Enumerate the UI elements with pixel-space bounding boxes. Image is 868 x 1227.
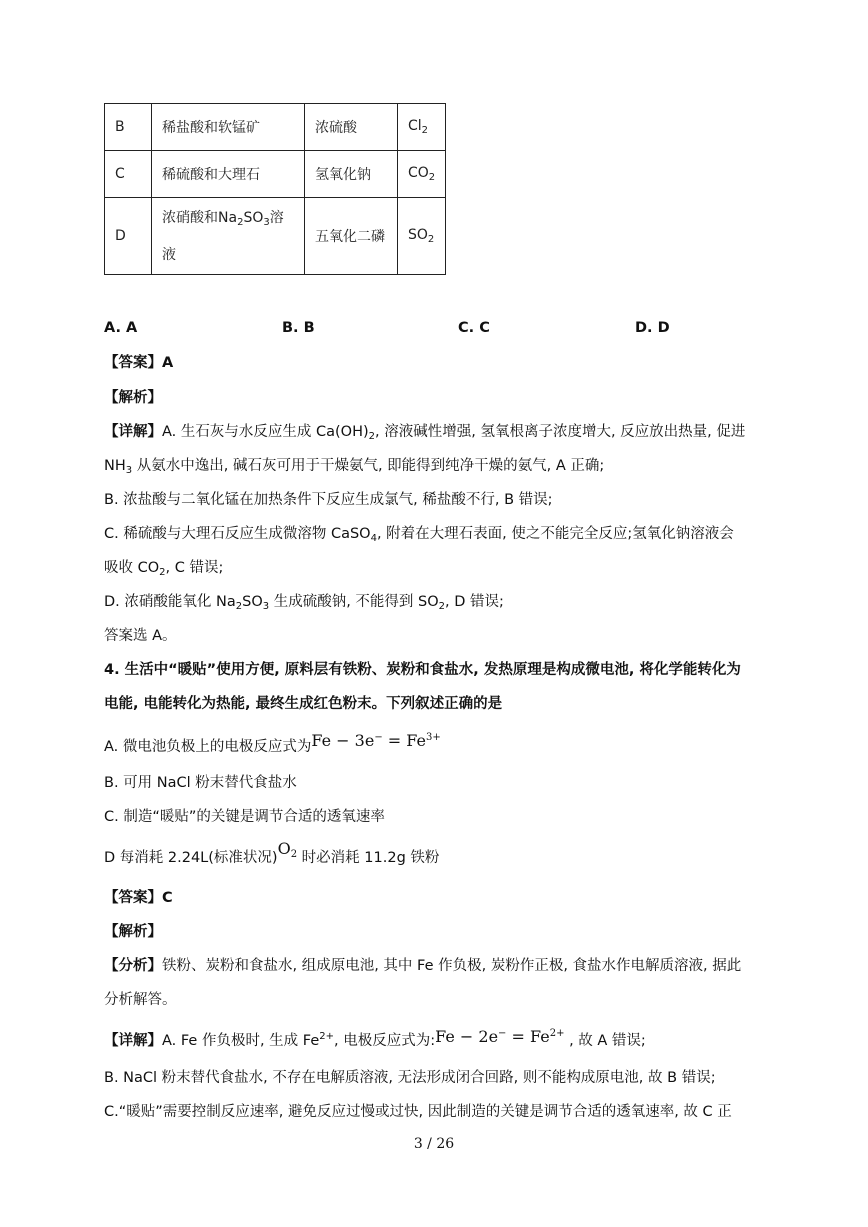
subscript: 2 xyxy=(438,601,446,612)
subscript: 2 xyxy=(368,431,376,442)
superscript: 2+ xyxy=(549,1028,565,1039)
q3-analysis-tag: 【解析】 xyxy=(104,390,162,406)
subscript: 2 xyxy=(235,601,243,612)
q4-option-a xyxy=(104,731,441,757)
choice-d: D. D xyxy=(635,320,670,336)
reagent-subscript: 3 xyxy=(263,216,270,228)
text-run: 从氨水中逸出, 碱石灰可用于干燥氨气, 即能得到纯净干燥的氨气, A 正确; xyxy=(132,458,605,474)
text-run: SO xyxy=(242,594,263,610)
reagent-formula: SO xyxy=(243,209,264,226)
eq-part: = Fe xyxy=(506,1027,550,1046)
q4-analysis-line2: 分析解答。 xyxy=(104,992,177,1008)
subscript: 2 xyxy=(159,567,166,578)
reagent-text: 浓硝酸和 xyxy=(162,209,218,226)
reagent-text: 溶 xyxy=(269,209,284,226)
q3-detail-a-line2 xyxy=(104,456,604,476)
table-cell-dryer: 浓硫酸 xyxy=(305,104,398,151)
q3-choices xyxy=(104,318,764,338)
equation xyxy=(435,1027,564,1046)
equation xyxy=(311,731,440,750)
text-run: , C 错误; xyxy=(165,560,224,576)
eq-part: Fe − 3e xyxy=(311,731,375,750)
text-run: C. 稀硫酸与大理石反应生成微溶物 CaSO xyxy=(104,526,371,542)
options-table xyxy=(104,103,446,275)
page-number: 3 / 26 xyxy=(413,1136,455,1152)
table-cell-dryer: 氢氧化钠 xyxy=(305,151,398,198)
gas-subscript: 2 xyxy=(428,172,436,183)
q3-detail-c-line2 xyxy=(104,558,223,578)
subscript: 3 xyxy=(125,465,133,476)
q3-answer xyxy=(104,353,173,373)
gas-formula: Cl xyxy=(408,118,422,134)
eq-part: = Fe xyxy=(382,731,426,750)
detail-tag: 【详解】 xyxy=(104,1033,162,1049)
q3-conclusion: 答案选 A。 xyxy=(104,628,177,644)
eq-part: O xyxy=(277,839,291,858)
q4-analysis-line1 xyxy=(104,956,741,976)
choice-c: C. C xyxy=(458,320,490,336)
superscript: − xyxy=(498,1028,507,1039)
q3-detail-b: B. 浓盐酸与二氧化锰在加热条件下反应生成氯气, 稀盐酸不行, B 错误; xyxy=(104,492,553,508)
q4-stem-line1: 4. 生活中“暖贴”使用方便, 原料层有铁粉、炭粉和食盐水, 发热原理是构成微电池, 将化学能转化为 xyxy=(104,662,741,678)
text-run: , 附着在大理石表面, 使之不能完全反应;氢氧化钠溶液会 xyxy=(376,526,734,542)
answer-tag: 【答案】 xyxy=(104,355,162,371)
q4-stem-line2: 电能, 电能转化为热能, 最终生成红色粉末。下列叙述正确的是 xyxy=(104,696,503,712)
o2-formula xyxy=(278,839,298,858)
text-run: 吸收 CO xyxy=(104,560,160,576)
table-row xyxy=(105,151,446,198)
superscript: 2+ xyxy=(319,1031,335,1042)
q4-option-d xyxy=(104,839,440,868)
table-cell-reagents xyxy=(152,198,305,275)
answer-value: C xyxy=(162,890,173,906)
table-cell-gas xyxy=(398,151,446,198)
table-cell-dryer: 五氧化二磷 xyxy=(305,198,398,275)
answer-value: A xyxy=(162,355,174,371)
q4-answer xyxy=(104,888,173,908)
table-row xyxy=(105,104,446,151)
text-run: , 电极反应式为: xyxy=(334,1033,436,1049)
text-run: D. 浓硝酸能氧化 Na xyxy=(104,594,236,610)
text-run: , D 错误; xyxy=(445,594,504,610)
table-cell-label: B xyxy=(105,104,152,151)
table-cell-label: C xyxy=(105,151,152,198)
choice-b: B. B xyxy=(282,320,315,336)
answer-tag: 【答案】 xyxy=(104,890,162,906)
q4-detail-b: B. NaCl 粉末替代食盐水, 不存在电解质溶液, 无法形成闭合回路, 则不能构成原电池, 故 B 错误; xyxy=(104,1070,716,1086)
reagent-formula: Na xyxy=(218,209,238,226)
text-run: A. 生石灰与水反应生成 Ca(OH) xyxy=(162,424,369,440)
superscript: 3+ xyxy=(425,732,441,743)
reagent-subscript: 2 xyxy=(237,216,244,228)
table-cell-reagents: 稀盐酸和软锰矿 xyxy=(152,104,305,151)
q3-detail-d xyxy=(104,592,504,612)
q3-detail-c-line1 xyxy=(104,524,734,544)
gas-formula: CO xyxy=(408,165,429,181)
text-run: D 每消耗 2.24L(标准状况) xyxy=(104,850,278,866)
gas-formula: SO xyxy=(408,227,428,243)
table-row xyxy=(105,198,446,275)
reagent-text: 液 xyxy=(162,246,176,263)
table-cell-reagents: 稀硫酸和大理石 xyxy=(152,151,305,198)
formula: NH xyxy=(104,458,126,474)
choice-a: A. A xyxy=(104,320,138,336)
subscript: 2 xyxy=(290,849,298,860)
q4-detail-c: C.“暖贴”需要控制反应速率, 避免反应过慢或过快, 因此制造的关键是调节合适的透氧速率, 故 C 正 xyxy=(104,1104,732,1120)
analysis-sub-tag: 【分析】 xyxy=(104,958,162,974)
text-run: 铁粉、炭粉和食盐水, 组成原电池, 其中 Fe 作负极, 炭粉作正极, 食盐水作电解质溶液, 据此 xyxy=(162,958,742,974)
superscript: − xyxy=(374,732,383,743)
q4-option-b: B. 可用 NaCl 粉末替代食盐水 xyxy=(104,775,297,791)
q3-detail-a-line1 xyxy=(104,422,745,442)
table-cell-gas xyxy=(398,104,446,151)
subscript: 4 xyxy=(370,533,377,544)
text-run: A. Fe 作负极时, 生成 Fe xyxy=(162,1033,320,1049)
detail-tag: 【详解】 xyxy=(104,424,162,440)
table-cell-gas xyxy=(398,198,446,275)
q4-detail-a xyxy=(104,1027,646,1051)
text-run: 时必消耗 11.2g 铁粉 xyxy=(297,850,440,866)
option-text: A. 微电池负极上的电极反应式为 xyxy=(104,739,312,755)
subscript: 3 xyxy=(262,601,270,612)
text-run: 生成硫酸钠, 不能得到 SO xyxy=(269,594,439,610)
q4-analysis-tag: 【解析】 xyxy=(104,924,162,940)
eq-part: Fe − 2e xyxy=(435,1027,499,1046)
text-run: , 溶液碱性增强, 氢氧根离子浓度增大, 反应放出热量, 促进 xyxy=(375,424,746,440)
gas-subscript: 2 xyxy=(421,125,429,136)
q4-option-c: C. 制造“暖贴”的关键是调节合适的透氧速率 xyxy=(104,809,385,825)
gas-subscript: 2 xyxy=(427,234,435,245)
text-run: , 故 A 错误; xyxy=(564,1033,646,1049)
table-cell-label: D xyxy=(105,198,152,275)
